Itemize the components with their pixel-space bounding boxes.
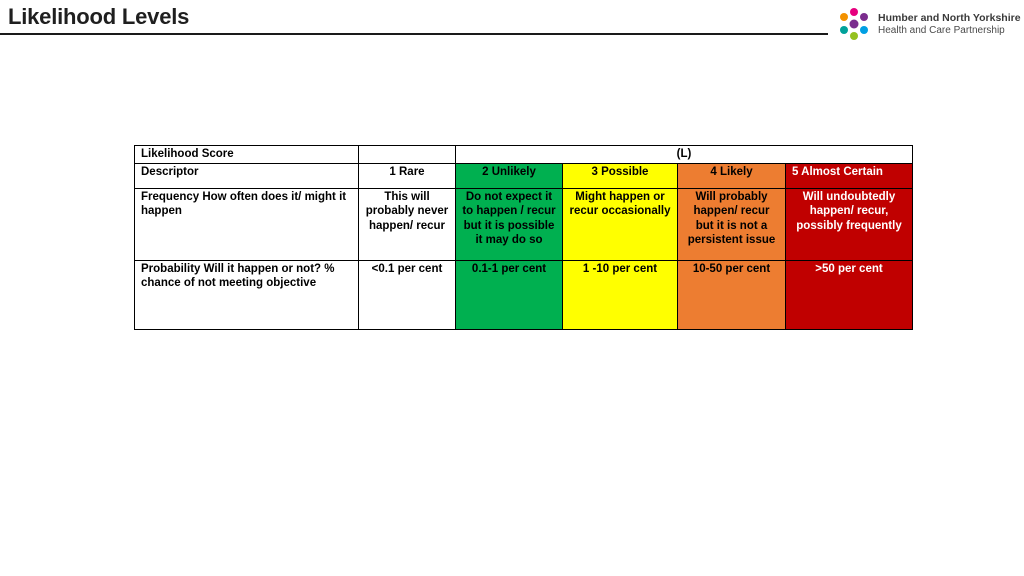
partnership-logo <box>836 6 1020 42</box>
probability-likely: 10-50 per cent <box>678 260 786 329</box>
logo-text-line2: Health and Care Partnership <box>878 25 1005 36</box>
table-row <box>135 163 913 188</box>
frequency-rare: This will probably never happen/ recur <box>359 188 456 260</box>
table-row <box>135 146 913 164</box>
probability-unlikely: 0.1-1 per cent <box>456 260 563 329</box>
likelihood-table <box>134 145 913 330</box>
likelihood-group-label: (L) <box>456 146 913 164</box>
logo-text-line1: Humber and North Yorkshire <box>878 12 1021 24</box>
level-likely: 4 Likely <box>678 163 786 188</box>
table-row <box>135 188 913 260</box>
probability-rare: <0.1 per cent <box>359 260 456 329</box>
probability-possible: 1 -10 per cent <box>563 260 678 329</box>
table-row <box>135 260 913 329</box>
descriptor-label: Descriptor <box>135 163 359 188</box>
frequency-unlikely: Do not expect it to happen / recur but it is possible it may do so <box>456 188 563 260</box>
frequency-label: Frequency How often does it/ might it happen <box>135 188 359 260</box>
level-possible: 3 Possible <box>563 163 678 188</box>
frequency-likely: Will probably happen/ recur but it is not a persistent issue <box>678 188 786 260</box>
level-almost-certain: 5 Almost Certain <box>786 163 913 188</box>
level-unlikely: 2 Unlikely <box>456 163 563 188</box>
table-cell-empty <box>359 146 456 164</box>
frequency-almost-certain: Will undoubtedly happen/ recur, possibly frequently <box>786 188 913 260</box>
slide-title: Likelihood Levels <box>8 4 190 29</box>
likelihood-score-label: Likelihood Score <box>135 146 359 164</box>
probability-label: Probability Will it happen or not? % chance of not meeting objective <box>135 260 359 329</box>
probability-almost-certain: >50 per cent <box>786 260 913 329</box>
level-rare: 1 Rare <box>359 163 456 188</box>
title-divider <box>0 33 828 35</box>
partnership-logo-icon <box>836 6 872 42</box>
frequency-possible: Might happen or recur occasionally <box>563 188 678 260</box>
